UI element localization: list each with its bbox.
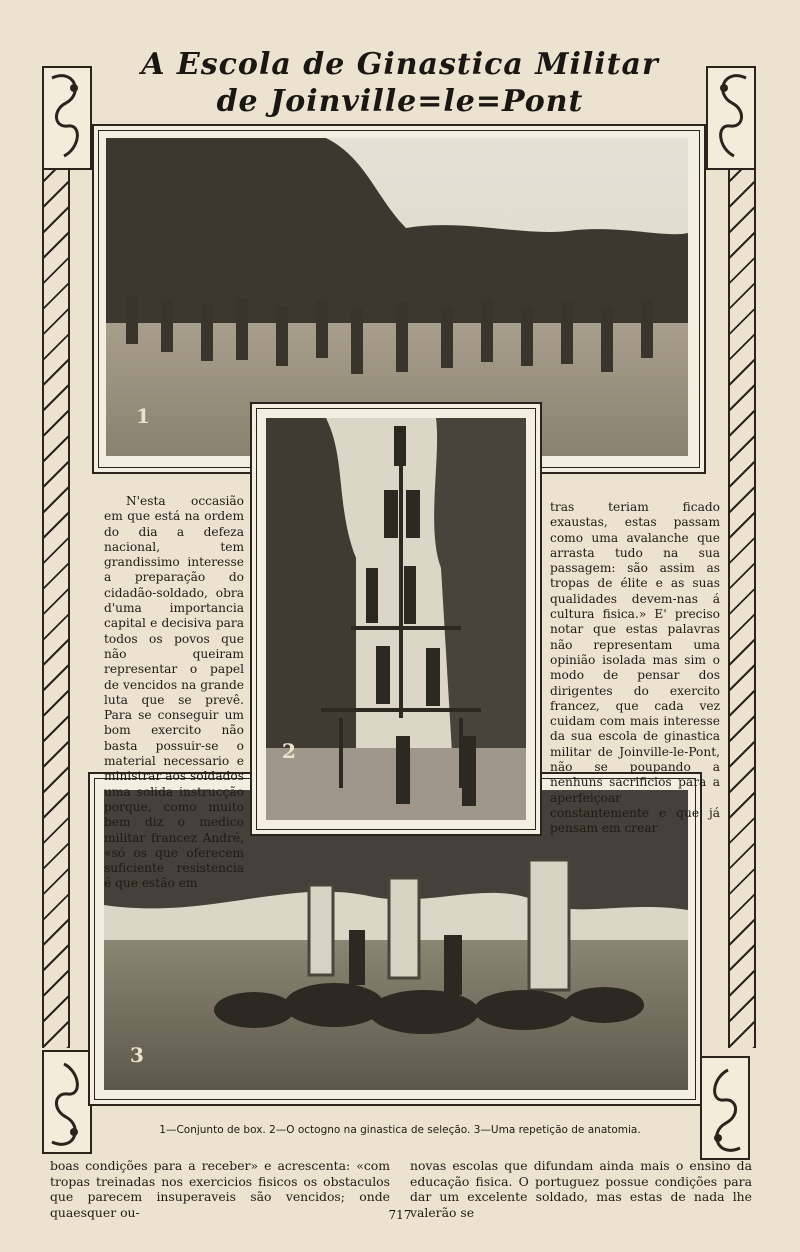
title-line-1: A Escola de Ginastica Militar: [141, 47, 659, 82]
right-border-ornament: [728, 168, 756, 1048]
title-line-2: de Joinville=le=Pont: [216, 84, 584, 119]
corner-ornament-bottom-right: [700, 1056, 750, 1160]
article-bottom-left: boas condições para a receber» e acrescenta: «com tropas treinadas nos exercicios fisicos os obstaculos que parecem insuperaveis são vencidos; onde quaesquer ou-: [50, 1158, 390, 1220]
article-left-column: N'esta occasião em que está na ordem do dia a defeza nacional, tem grandissimo interesse a preparação do cidadão-soldado, obra d'uma importancia capital e decisiva para todos os povos que não queiram representar o papel de vencidos na grande luta que se prevê. Para se conseguir um bom exercito não basta possuir-se o material necessario e ministrar aos soldados uma solida instrucção porque, como muito bem diz o medico militar francez André, «só os que oferecem suficiente resistencia é que estão em: [104, 494, 244, 891]
corner-ornament-bottom-left: [42, 1050, 92, 1154]
corner-ornament-top-right: [706, 66, 756, 170]
page-number: 717: [388, 1208, 412, 1222]
corner-ornament-top-left: [42, 66, 92, 170]
photo-3-number: 3: [130, 1043, 144, 1067]
left-border-ornament: [42, 168, 70, 1048]
photo-2-image: [266, 418, 526, 820]
photo-1-number: 1: [136, 404, 150, 428]
photo-2-frame: [250, 402, 542, 836]
photo-2-number: 2: [282, 739, 296, 763]
article-right-column: tras teriam ficado exaustas, estas passam como uma avalanche que arrasta tudo na sua passagem: são assim as tropas de élite e as suas qualidades devem-nas á cultura fisica.» E' preciso notar que estas palavras não representam uma opinião isolada mas sim o modo de pensar dos dirigentes do exercito francez, que cada vez cuidam com mais interesse da sua escola de ginastica militar de Joinville-le-Pont, não se poupando a nenhuns sacrificios para a aperfeiçoar constantemente e que já pensam em crear: [550, 500, 720, 836]
photo-caption: 1—Conjunto de box. 2—O octogno na ginastica de seleção. 3—Uma repetição de anatomia.: [159, 1124, 641, 1136]
page-title: [100, 46, 700, 120]
article-bottom-right: novas escolas que difundam ainda mais o ensino da educação fisica. O portuguez possue condições para dar um excelente soldado, mas estas de nada lhe valerão se: [410, 1158, 752, 1220]
